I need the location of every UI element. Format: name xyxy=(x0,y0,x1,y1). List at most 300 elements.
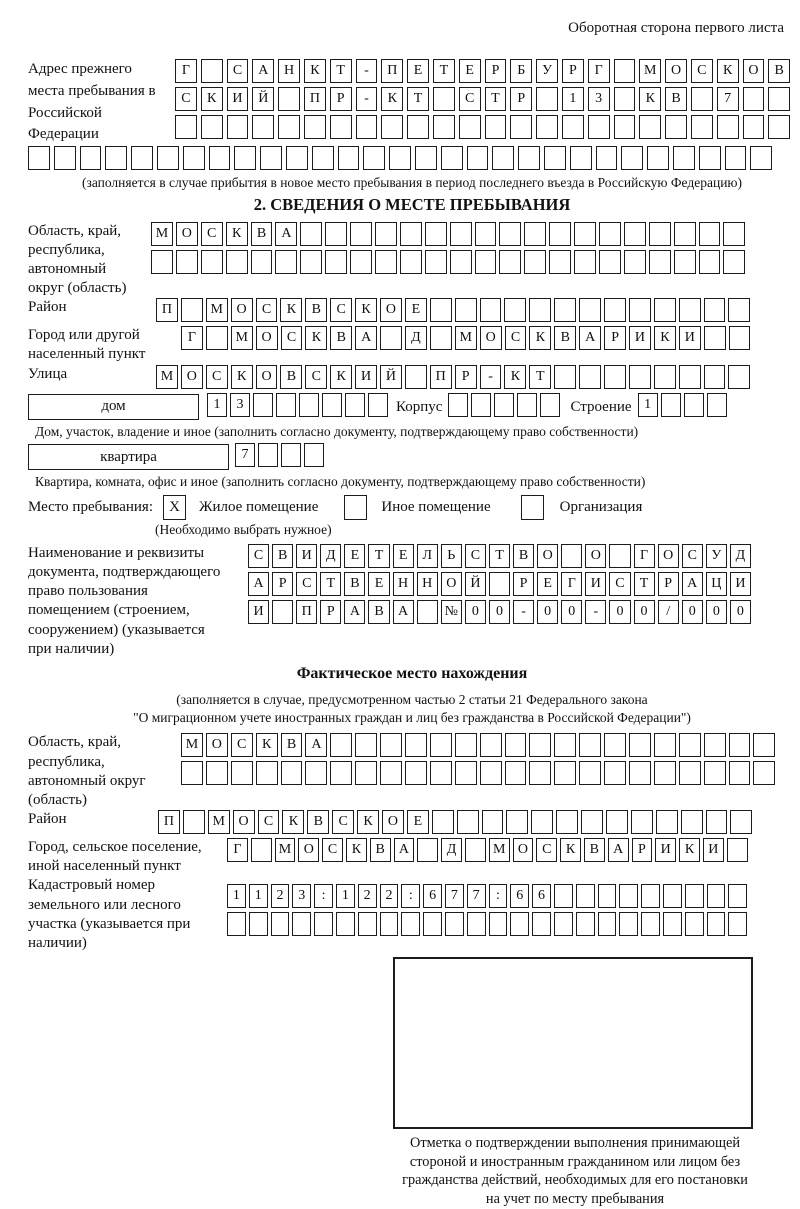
char-cell[interactable] xyxy=(728,298,750,322)
char-cell[interactable] xyxy=(405,761,427,785)
char-cell[interactable] xyxy=(358,912,377,936)
char-cell[interactable]: К xyxy=(504,365,526,389)
char-cell[interactable]: У xyxy=(706,544,727,568)
char-cell[interactable]: К xyxy=(560,838,581,862)
char-cell[interactable] xyxy=(336,912,355,936)
char-cell[interactable] xyxy=(368,393,388,417)
char-cell[interactable] xyxy=(679,365,701,389)
char-cell[interactable] xyxy=(641,884,660,908)
char-cell[interactable]: 1 xyxy=(336,884,355,908)
char-cell[interactable] xyxy=(743,115,765,139)
char-cell[interactable] xyxy=(355,733,377,757)
char-cell[interactable]: Ц xyxy=(706,572,727,596)
char-cell[interactable] xyxy=(459,115,481,139)
char-cell[interactable]: - xyxy=(513,600,534,624)
char-cell[interactable] xyxy=(455,298,477,322)
char-cell[interactable]: Е xyxy=(393,544,414,568)
char-cell[interactable] xyxy=(679,733,701,757)
char-cell[interactable] xyxy=(151,250,173,274)
char-cell[interactable] xyxy=(631,810,653,834)
char-cell[interactable]: Е xyxy=(405,298,427,322)
char-cell[interactable]: А xyxy=(608,838,629,862)
char-cell[interactable] xyxy=(278,87,300,111)
char-cell[interactable] xyxy=(554,733,576,757)
char-cell[interactable] xyxy=(529,761,551,785)
char-cell[interactable]: Т xyxy=(368,544,389,568)
char-cell[interactable]: : xyxy=(489,884,508,908)
char-cell[interactable] xyxy=(725,146,747,170)
char-cell[interactable] xyxy=(639,115,661,139)
char-cell[interactable]: В xyxy=(513,544,534,568)
char-cell[interactable] xyxy=(322,393,342,417)
char-cell[interactable] xyxy=(80,146,102,170)
char-cell[interactable] xyxy=(375,222,397,246)
char-cell[interactable]: Р xyxy=(272,572,293,596)
char-cell[interactable]: Й xyxy=(465,572,486,596)
char-cell[interactable] xyxy=(381,115,403,139)
char-cell[interactable]: 0 xyxy=(537,600,558,624)
char-cell[interactable] xyxy=(445,912,464,936)
char-cell[interactable] xyxy=(685,912,704,936)
char-cell[interactable]: С xyxy=(330,298,352,322)
char-cell[interactable]: В xyxy=(280,365,302,389)
char-cell[interactable]: В xyxy=(584,838,605,862)
char-cell[interactable]: Г xyxy=(181,326,203,350)
char-cell[interactable] xyxy=(234,146,256,170)
char-cell[interactable]: : xyxy=(314,884,333,908)
char-cell[interactable] xyxy=(300,222,322,246)
char-cell[interactable]: В xyxy=(272,544,293,568)
char-cell[interactable] xyxy=(609,544,630,568)
char-cell[interactable] xyxy=(465,838,486,862)
char-cell[interactable] xyxy=(305,761,327,785)
char-cell[interactable] xyxy=(679,761,701,785)
char-cell[interactable] xyxy=(549,250,571,274)
char-cell[interactable]: В xyxy=(665,87,687,111)
char-cell[interactable]: О xyxy=(441,572,462,596)
char-cell[interactable] xyxy=(504,298,526,322)
char-cell[interactable]: Е xyxy=(407,810,429,834)
char-cell[interactable]: И xyxy=(296,544,317,568)
char-cell[interactable]: А xyxy=(682,572,703,596)
char-cell[interactable]: Г xyxy=(634,544,655,568)
confirmation-mark-box[interactable] xyxy=(393,957,753,1129)
char-cell[interactable] xyxy=(441,146,463,170)
char-cell[interactable] xyxy=(475,222,497,246)
char-cell[interactable] xyxy=(619,884,638,908)
char-cell[interactable] xyxy=(28,146,50,170)
char-cell[interactable]: Й xyxy=(252,87,274,111)
char-cell[interactable]: А xyxy=(248,572,269,596)
char-cell[interactable]: Г xyxy=(175,59,197,83)
char-cell[interactable] xyxy=(673,146,695,170)
char-cell[interactable] xyxy=(430,761,452,785)
char-cell[interactable]: С xyxy=(459,87,481,111)
char-cell[interactable] xyxy=(674,222,696,246)
char-cell[interactable] xyxy=(707,393,727,417)
char-cell[interactable] xyxy=(717,115,739,139)
char-cell[interactable]: Г xyxy=(588,59,610,83)
char-cell[interactable]: С xyxy=(609,572,630,596)
char-cell[interactable] xyxy=(743,87,765,111)
char-cell[interactable] xyxy=(604,733,626,757)
char-cell[interactable]: С xyxy=(201,222,223,246)
char-cell[interactable] xyxy=(457,810,479,834)
char-cell[interactable]: Д xyxy=(320,544,341,568)
char-cell[interactable]: И xyxy=(730,572,751,596)
char-cell[interactable]: М xyxy=(275,838,296,862)
char-cell[interactable] xyxy=(345,393,365,417)
char-cell[interactable]: О xyxy=(181,365,203,389)
char-cell[interactable] xyxy=(330,733,352,757)
char-cell[interactable] xyxy=(654,298,676,322)
char-cell[interactable]: П xyxy=(304,87,326,111)
char-cell[interactable]: И xyxy=(655,838,676,862)
char-cell[interactable] xyxy=(251,838,272,862)
char-cell[interactable]: 2 xyxy=(380,884,399,908)
char-cell[interactable]: О xyxy=(658,544,679,568)
char-cell[interactable] xyxy=(430,733,452,757)
char-cell[interactable] xyxy=(499,222,521,246)
char-cell[interactable] xyxy=(768,115,790,139)
char-cell[interactable]: М xyxy=(639,59,661,83)
char-cell[interactable] xyxy=(489,912,508,936)
char-cell[interactable] xyxy=(704,365,726,389)
char-cell[interactable] xyxy=(350,250,372,274)
char-cell[interactable]: В xyxy=(368,600,389,624)
char-cell[interactable]: К xyxy=(529,326,551,350)
char-cell[interactable]: О xyxy=(176,222,198,246)
char-cell[interactable]: О xyxy=(256,365,278,389)
char-cell[interactable] xyxy=(768,87,790,111)
char-cell[interactable] xyxy=(581,810,603,834)
char-cell[interactable] xyxy=(729,761,751,785)
checkbox-inoe[interactable] xyxy=(344,495,367,520)
char-cell[interactable] xyxy=(647,146,669,170)
char-cell[interactable]: М xyxy=(151,222,173,246)
char-cell[interactable]: О xyxy=(513,838,534,862)
char-cell[interactable] xyxy=(723,222,745,246)
char-cell[interactable]: 3 xyxy=(588,87,610,111)
char-cell[interactable] xyxy=(524,250,546,274)
char-cell[interactable]: Т xyxy=(529,365,551,389)
char-cell[interactable]: С xyxy=(682,544,703,568)
char-cell[interactable] xyxy=(649,250,671,274)
char-cell[interactable]: П xyxy=(430,365,452,389)
char-cell[interactable] xyxy=(448,393,468,417)
char-cell[interactable]: Р xyxy=(320,600,341,624)
char-cell[interactable] xyxy=(201,59,223,83)
char-cell[interactable] xyxy=(549,222,571,246)
char-cell[interactable] xyxy=(272,600,293,624)
char-cell[interactable]: Т xyxy=(407,87,429,111)
char-cell[interactable] xyxy=(510,912,529,936)
char-cell[interactable]: Й xyxy=(380,365,402,389)
char-cell[interactable] xyxy=(674,250,696,274)
char-cell[interactable] xyxy=(728,365,750,389)
char-cell[interactable] xyxy=(480,761,502,785)
char-cell[interactable] xyxy=(614,115,636,139)
char-cell[interactable]: Р xyxy=(632,838,653,862)
char-cell[interactable]: Е xyxy=(459,59,481,83)
char-cell[interactable] xyxy=(425,250,447,274)
char-cell[interactable]: А xyxy=(344,600,365,624)
char-cell[interactable] xyxy=(654,761,676,785)
char-cell[interactable] xyxy=(467,912,486,936)
char-cell[interactable] xyxy=(415,146,437,170)
char-cell[interactable]: И xyxy=(227,87,249,111)
char-cell[interactable] xyxy=(304,443,324,467)
char-cell[interactable]: Р xyxy=(562,59,584,83)
char-cell[interactable]: М xyxy=(181,733,203,757)
char-cell[interactable] xyxy=(699,250,721,274)
char-cell[interactable]: И xyxy=(629,326,651,350)
char-cell[interactable]: Т xyxy=(330,59,352,83)
char-cell[interactable]: С xyxy=(281,326,303,350)
char-cell[interactable] xyxy=(554,884,573,908)
char-cell[interactable]: Д xyxy=(441,838,462,862)
char-cell[interactable] xyxy=(492,146,514,170)
char-cell[interactable]: И xyxy=(585,572,606,596)
checkbox-zhiloe[interactable]: X xyxy=(163,495,186,520)
char-cell[interactable]: М xyxy=(455,326,477,350)
char-cell[interactable]: 6 xyxy=(510,884,529,908)
char-cell[interactable] xyxy=(482,810,504,834)
char-cell[interactable] xyxy=(554,761,576,785)
char-cell[interactable]: С xyxy=(175,87,197,111)
char-cell[interactable] xyxy=(281,443,301,467)
char-cell[interactable] xyxy=(423,912,442,936)
char-cell[interactable]: В xyxy=(251,222,273,246)
char-cell[interactable]: Е xyxy=(407,59,429,83)
char-cell[interactable] xyxy=(271,912,290,936)
char-cell[interactable]: О xyxy=(206,733,228,757)
char-cell[interactable]: В xyxy=(307,810,329,834)
char-cell[interactable] xyxy=(679,298,701,322)
char-cell[interactable] xyxy=(471,393,491,417)
char-cell[interactable] xyxy=(455,733,477,757)
char-cell[interactable]: 3 xyxy=(230,393,250,417)
char-cell[interactable]: М xyxy=(156,365,178,389)
char-cell[interactable]: О xyxy=(233,810,255,834)
char-cell[interactable] xyxy=(433,115,455,139)
char-cell[interactable] xyxy=(227,115,249,139)
char-cell[interactable]: С xyxy=(227,59,249,83)
char-cell[interactable] xyxy=(574,250,596,274)
char-cell[interactable]: Б xyxy=(510,59,532,83)
char-cell[interactable]: 0 xyxy=(730,600,751,624)
char-cell[interactable]: О xyxy=(480,326,502,350)
char-cell[interactable]: К xyxy=(639,87,661,111)
char-cell[interactable] xyxy=(304,115,326,139)
char-cell[interactable]: 7 xyxy=(235,443,255,467)
char-cell[interactable] xyxy=(554,365,576,389)
char-cell[interactable]: С xyxy=(332,810,354,834)
char-cell[interactable]: К xyxy=(231,365,253,389)
char-cell[interactable] xyxy=(614,87,636,111)
char-cell[interactable] xyxy=(278,115,300,139)
char-cell[interactable] xyxy=(260,146,282,170)
char-cell[interactable] xyxy=(536,87,558,111)
char-cell[interactable] xyxy=(649,222,671,246)
char-cell[interactable] xyxy=(505,761,527,785)
char-cell[interactable]: К xyxy=(381,87,403,111)
char-cell[interactable]: 7 xyxy=(445,884,464,908)
char-cell[interactable]: О xyxy=(256,326,278,350)
char-cell[interactable]: П xyxy=(381,59,403,83)
char-cell[interactable]: 2 xyxy=(271,884,290,908)
char-cell[interactable]: - xyxy=(480,365,502,389)
char-cell[interactable]: : xyxy=(401,884,420,908)
char-cell[interactable] xyxy=(54,146,76,170)
char-cell[interactable]: К xyxy=(654,326,676,350)
char-cell[interactable] xyxy=(691,115,713,139)
char-cell[interactable]: О xyxy=(380,298,402,322)
char-cell[interactable]: К xyxy=(330,365,352,389)
char-cell[interactable] xyxy=(699,146,721,170)
char-cell[interactable]: С xyxy=(248,544,269,568)
char-cell[interactable]: П xyxy=(156,298,178,322)
char-cell[interactable] xyxy=(227,912,246,936)
char-cell[interactable] xyxy=(663,912,682,936)
char-cell[interactable] xyxy=(505,733,527,757)
char-cell[interactable]: К xyxy=(357,810,379,834)
char-cell[interactable] xyxy=(624,222,646,246)
char-cell[interactable] xyxy=(599,250,621,274)
char-cell[interactable]: 7 xyxy=(717,87,739,111)
char-cell[interactable]: Н xyxy=(393,572,414,596)
char-cell[interactable]: К xyxy=(679,838,700,862)
char-cell[interactable]: 1 xyxy=(249,884,268,908)
char-cell[interactable] xyxy=(663,884,682,908)
char-cell[interactable] xyxy=(455,761,477,785)
char-cell[interactable] xyxy=(606,810,628,834)
char-cell[interactable]: К xyxy=(346,838,367,862)
char-cell[interactable]: С xyxy=(691,59,713,83)
char-cell[interactable] xyxy=(665,115,687,139)
char-cell[interactable] xyxy=(532,912,551,936)
char-cell[interactable] xyxy=(656,810,678,834)
char-cell[interactable]: В xyxy=(330,326,352,350)
char-cell[interactable] xyxy=(231,761,253,785)
char-cell[interactable]: С xyxy=(296,572,317,596)
char-cell[interactable]: Р xyxy=(658,572,679,596)
char-cell[interactable] xyxy=(579,298,601,322)
char-cell[interactable] xyxy=(604,298,626,322)
char-cell[interactable]: У xyxy=(536,59,558,83)
char-cell[interactable] xyxy=(375,250,397,274)
char-cell[interactable]: И xyxy=(355,365,377,389)
char-cell[interactable]: К xyxy=(355,298,377,322)
char-cell[interactable] xyxy=(183,810,205,834)
char-cell[interactable]: - xyxy=(356,59,378,83)
char-cell[interactable]: Т xyxy=(489,544,510,568)
char-cell[interactable]: А xyxy=(394,838,415,862)
char-cell[interactable]: 6 xyxy=(423,884,442,908)
char-cell[interactable] xyxy=(706,810,728,834)
char-cell[interactable]: А xyxy=(393,600,414,624)
char-cell[interactable]: Р xyxy=(513,572,534,596)
char-cell[interactable] xyxy=(252,115,274,139)
char-cell[interactable] xyxy=(727,838,748,862)
char-cell[interactable]: В xyxy=(344,572,365,596)
char-cell[interactable] xyxy=(685,884,704,908)
char-cell[interactable] xyxy=(489,572,510,596)
char-cell[interactable] xyxy=(529,298,551,322)
char-cell[interactable]: 3 xyxy=(292,884,311,908)
char-cell[interactable]: - xyxy=(356,87,378,111)
char-cell[interactable]: К xyxy=(226,222,248,246)
char-cell[interactable] xyxy=(728,884,747,908)
char-cell[interactable] xyxy=(253,393,273,417)
char-cell[interactable]: Н xyxy=(417,572,438,596)
char-cell[interactable] xyxy=(276,393,296,417)
char-cell[interactable] xyxy=(405,733,427,757)
char-cell[interactable] xyxy=(750,146,772,170)
char-cell[interactable]: 0 xyxy=(682,600,703,624)
char-cell[interactable] xyxy=(157,146,179,170)
char-cell[interactable] xyxy=(450,250,472,274)
char-cell[interactable] xyxy=(433,87,455,111)
char-cell[interactable]: М xyxy=(206,298,228,322)
char-cell[interactable]: В xyxy=(554,326,576,350)
char-cell[interactable] xyxy=(105,146,127,170)
char-cell[interactable]: 0 xyxy=(634,600,655,624)
char-cell[interactable] xyxy=(529,733,551,757)
char-cell[interactable]: Е xyxy=(368,572,389,596)
char-cell[interactable] xyxy=(723,250,745,274)
char-cell[interactable]: Л xyxy=(417,544,438,568)
char-cell[interactable] xyxy=(510,115,532,139)
char-cell[interactable]: О xyxy=(665,59,687,83)
char-cell[interactable] xyxy=(598,912,617,936)
char-cell[interactable] xyxy=(475,250,497,274)
char-cell[interactable]: А xyxy=(355,326,377,350)
char-cell[interactable]: Р xyxy=(485,59,507,83)
char-cell[interactable] xyxy=(604,365,626,389)
char-cell[interactable] xyxy=(206,326,228,350)
char-cell[interactable] xyxy=(181,761,203,785)
char-cell[interactable] xyxy=(251,250,273,274)
char-cell[interactable] xyxy=(614,59,636,83)
char-cell[interactable]: М xyxy=(489,838,510,862)
char-cell[interactable] xyxy=(312,146,334,170)
char-cell[interactable] xyxy=(281,761,303,785)
char-cell[interactable] xyxy=(330,115,352,139)
char-cell[interactable]: 0 xyxy=(489,600,510,624)
char-cell[interactable] xyxy=(554,298,576,322)
char-cell[interactable]: Г xyxy=(561,572,582,596)
char-cell[interactable] xyxy=(579,365,601,389)
char-cell[interactable] xyxy=(355,761,377,785)
char-cell[interactable]: Т xyxy=(634,572,655,596)
char-cell[interactable] xyxy=(417,600,438,624)
char-cell[interactable]: Д xyxy=(405,326,427,350)
char-cell[interactable]: В xyxy=(370,838,391,862)
char-cell[interactable] xyxy=(704,761,726,785)
char-cell[interactable]: 1 xyxy=(562,87,584,111)
char-cell[interactable]: М xyxy=(231,326,253,350)
char-cell[interactable] xyxy=(729,733,751,757)
char-cell[interactable]: / xyxy=(658,600,679,624)
char-cell[interactable] xyxy=(524,222,546,246)
char-cell[interactable]: С xyxy=(258,810,280,834)
char-cell[interactable] xyxy=(544,146,566,170)
char-cell[interactable] xyxy=(531,810,553,834)
char-cell[interactable] xyxy=(363,146,385,170)
char-cell[interactable] xyxy=(201,250,223,274)
char-cell[interactable]: С xyxy=(206,365,228,389)
